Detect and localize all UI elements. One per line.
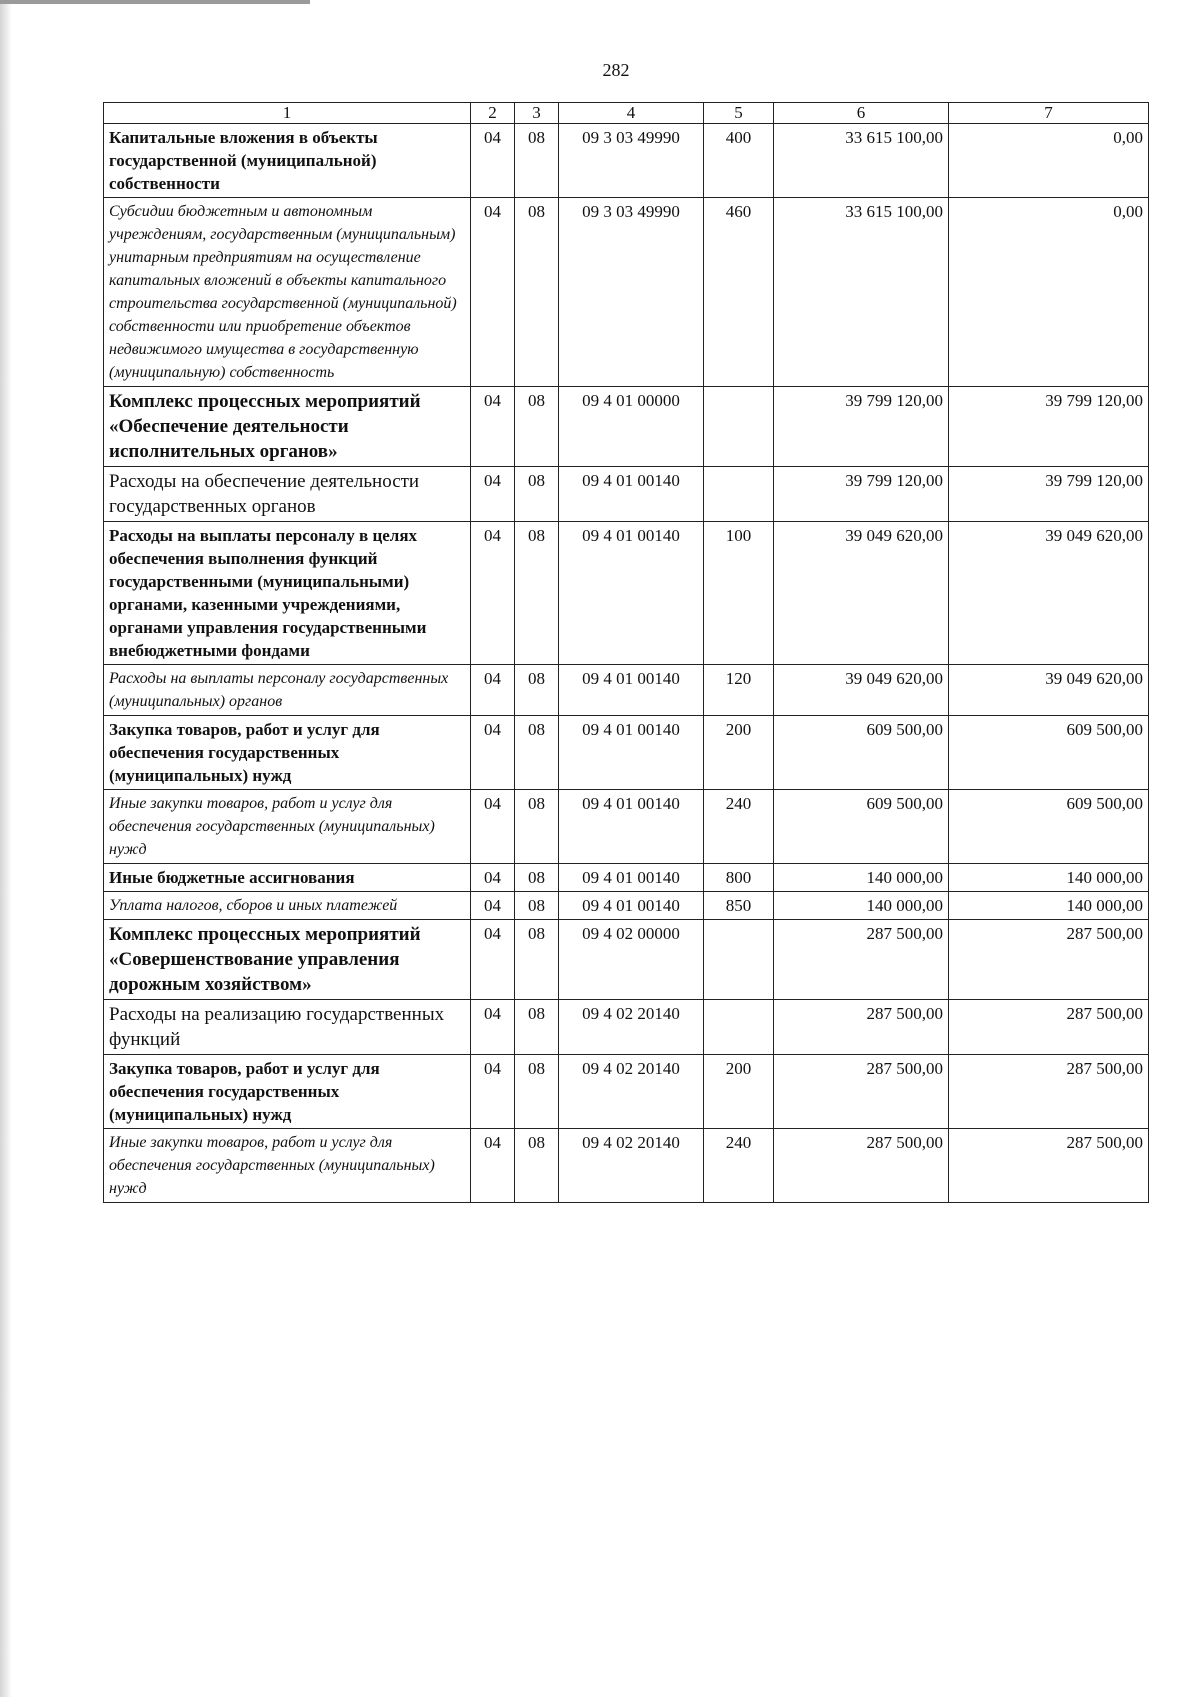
row-name-cell: Закупка товаров, работ и услуг для обеспечения государственных (муниципальных) нужд [104, 716, 471, 790]
row-subsection-cell: 08 [515, 124, 559, 198]
row-name-cell: Иные бюджетные ассигнования [104, 864, 471, 892]
row-target-article-cell: 09 4 01 00140 [559, 665, 704, 716]
table-row [104, 892, 1149, 920]
row-amount-col7-cell: 39 049 620,00 [949, 665, 1149, 716]
row-section-cell: 04 [471, 124, 515, 198]
row-amount-col7-cell: 39 799 120,00 [949, 467, 1149, 522]
row-amount-col7-cell: 287 500,00 [949, 1129, 1149, 1203]
table-row [104, 522, 1149, 665]
row-subsection-cell: 08 [515, 467, 559, 522]
row-subsection-cell: 08 [515, 716, 559, 790]
row-name-cell: Капитальные вложения в объекты государственной (муниципальной) собственности [104, 124, 471, 198]
row-amount-col6-cell: 287 500,00 [774, 920, 949, 1000]
row-amount-col6-cell: 39 049 620,00 [774, 665, 949, 716]
row-subsection-cell: 08 [515, 892, 559, 920]
row-amount-col7-cell: 0,00 [949, 124, 1149, 198]
table-row [104, 387, 1149, 467]
header-cell-6: 6 [774, 103, 949, 124]
table-row [104, 124, 1149, 198]
header-cell-2: 2 [471, 103, 515, 124]
row-target-article-cell: 09 3 03 49990 [559, 198, 704, 387]
row-section-cell: 04 [471, 467, 515, 522]
row-subsection-cell: 08 [515, 198, 559, 387]
row-expense-type-cell [704, 920, 774, 1000]
row-name-cell: Уплата налогов, сборов и иных платежей [104, 892, 471, 920]
row-amount-col6-cell: 287 500,00 [774, 1055, 949, 1129]
row-subsection-cell: 08 [515, 790, 559, 864]
row-expense-type-cell: 850 [704, 892, 774, 920]
row-expense-type-cell: 460 [704, 198, 774, 387]
row-section-cell: 04 [471, 1055, 515, 1129]
row-amount-col6-cell: 39 049 620,00 [774, 522, 949, 665]
row-name-cell: Расходы на выплаты персоналу государственных (муниципальных) органов [104, 665, 471, 716]
row-subsection-cell: 08 [515, 665, 559, 716]
table-row [104, 790, 1149, 864]
row-name-cell: Иные закупки товаров, работ и услуг для обеспечения государственных (муниципальных) нужд [104, 790, 471, 864]
row-amount-col7-cell: 39 049 620,00 [949, 522, 1149, 665]
row-expense-type-cell [704, 387, 774, 467]
row-target-article-cell: 09 4 01 00140 [559, 790, 704, 864]
row-name-cell: Расходы на выплаты персоналу в целях обеспечения выполнения функций государственными (муниципальными) органами, казенными учреждениями, органами управления государственными внебюджетными фондами [104, 522, 471, 665]
row-name-cell: Расходы на обеспечение деятельности государственных органов [104, 467, 471, 522]
row-name-cell: Комплекс процессных мероприятий «Совершенствование управления дорожным хозяйством» [104, 920, 471, 1000]
row-section-cell: 04 [471, 716, 515, 790]
row-target-article-cell: 09 4 01 00140 [559, 892, 704, 920]
table-row [104, 1129, 1149, 1203]
row-amount-col6-cell: 140 000,00 [774, 864, 949, 892]
row-expense-type-cell [704, 1000, 774, 1055]
row-target-article-cell: 09 4 02 20140 [559, 1000, 704, 1055]
row-subsection-cell: 08 [515, 522, 559, 665]
table-row [104, 1000, 1149, 1055]
scan-top-mark [0, 0, 310, 4]
row-section-cell: 04 [471, 387, 515, 467]
row-section-cell: 04 [471, 892, 515, 920]
row-expense-type-cell: 400 [704, 124, 774, 198]
row-target-article-cell: 09 4 02 20140 [559, 1055, 704, 1129]
table-row [104, 467, 1149, 522]
row-target-article-cell: 09 4 01 00140 [559, 467, 704, 522]
header-cell-3: 3 [515, 103, 559, 124]
row-section-cell: 04 [471, 1000, 515, 1055]
scan-edge-shadow [0, 0, 12, 1697]
row-amount-col6-cell: 33 615 100,00 [774, 124, 949, 198]
table-row [104, 716, 1149, 790]
row-target-article-cell: 09 4 01 00140 [559, 716, 704, 790]
row-target-article-cell: 09 4 02 00000 [559, 920, 704, 1000]
row-expense-type-cell: 120 [704, 665, 774, 716]
row-expense-type-cell: 200 [704, 716, 774, 790]
row-amount-col6-cell: 140 000,00 [774, 892, 949, 920]
row-amount-col6-cell: 39 799 120,00 [774, 387, 949, 467]
header-cell-4: 4 [559, 103, 704, 124]
row-name-cell: Закупка товаров, работ и услуг для обеспечения государственных (муниципальных) нужд [104, 1055, 471, 1129]
row-name-cell: Комплекс процессных мероприятий «Обеспечение деятельности исполнительных органов» [104, 387, 471, 467]
row-section-cell: 04 [471, 665, 515, 716]
row-amount-col7-cell: 287 500,00 [949, 1000, 1149, 1055]
budget-table [103, 102, 1149, 1203]
row-amount-col7-cell: 140 000,00 [949, 864, 1149, 892]
row-expense-type-cell: 240 [704, 1129, 774, 1203]
page-number: 282 [602, 60, 630, 80]
header-cell-1: 1 [104, 103, 471, 124]
row-amount-col6-cell: 609 500,00 [774, 790, 949, 864]
row-subsection-cell: 08 [515, 1000, 559, 1055]
row-section-cell: 04 [471, 790, 515, 864]
table-body [104, 103, 1149, 1203]
row-expense-type-cell: 800 [704, 864, 774, 892]
row-amount-col6-cell: 287 500,00 [774, 1129, 949, 1203]
row-target-article-cell: 09 4 02 20140 [559, 1129, 704, 1203]
header-cell-5: 5 [704, 103, 774, 124]
header-cell-7: 7 [949, 103, 1149, 124]
row-target-article-cell: 09 4 01 00000 [559, 387, 704, 467]
row-subsection-cell: 08 [515, 920, 559, 1000]
row-name-cell: Субсидии бюджетным и автономным учреждениям, государственным (муниципальным) унитарным предприятиям на осуществление капитальных вложений в объекты капитального строительства государственной (муниципальной) собственности или приобретение объектов недвижимого имущества в государственную (муниципальную) собственность [104, 198, 471, 387]
row-expense-type-cell: 200 [704, 1055, 774, 1129]
row-amount-col7-cell: 609 500,00 [949, 716, 1149, 790]
table-row [104, 1055, 1149, 1129]
row-target-article-cell: 09 4 01 00140 [559, 522, 704, 665]
row-subsection-cell: 08 [515, 864, 559, 892]
row-name-cell: Расходы на реализацию государственных функций [104, 1000, 471, 1055]
row-target-article-cell: 09 4 01 00140 [559, 864, 704, 892]
row-section-cell: 04 [471, 1129, 515, 1203]
row-expense-type-cell: 100 [704, 522, 774, 665]
row-subsection-cell: 08 [515, 387, 559, 467]
row-amount-col6-cell: 39 799 120,00 [774, 467, 949, 522]
row-expense-type-cell: 240 [704, 790, 774, 864]
row-amount-col7-cell: 287 500,00 [949, 1055, 1149, 1129]
row-amount-col6-cell: 287 500,00 [774, 1000, 949, 1055]
row-amount-col7-cell: 140 000,00 [949, 892, 1149, 920]
table-row [104, 198, 1149, 387]
row-amount-col6-cell: 33 615 100,00 [774, 198, 949, 387]
table-row [104, 920, 1149, 1000]
row-target-article-cell: 09 3 03 49990 [559, 124, 704, 198]
row-amount-col7-cell: 609 500,00 [949, 790, 1149, 864]
row-subsection-cell: 08 [515, 1055, 559, 1129]
row-section-cell: 04 [471, 198, 515, 387]
table-row [104, 864, 1149, 892]
row-name-cell: Иные закупки товаров, работ и услуг для обеспечения государственных (муниципальных) нужд [104, 1129, 471, 1203]
row-amount-col7-cell: 287 500,00 [949, 920, 1149, 1000]
row-subsection-cell: 08 [515, 1129, 559, 1203]
row-section-cell: 04 [471, 522, 515, 665]
table-row [104, 665, 1149, 716]
row-expense-type-cell [704, 467, 774, 522]
row-section-cell: 04 [471, 864, 515, 892]
row-amount-col7-cell: 39 799 120,00 [949, 387, 1149, 467]
row-section-cell: 04 [471, 920, 515, 1000]
row-amount-col6-cell: 609 500,00 [774, 716, 949, 790]
header-row [104, 103, 1149, 124]
row-amount-col7-cell: 0,00 [949, 198, 1149, 387]
